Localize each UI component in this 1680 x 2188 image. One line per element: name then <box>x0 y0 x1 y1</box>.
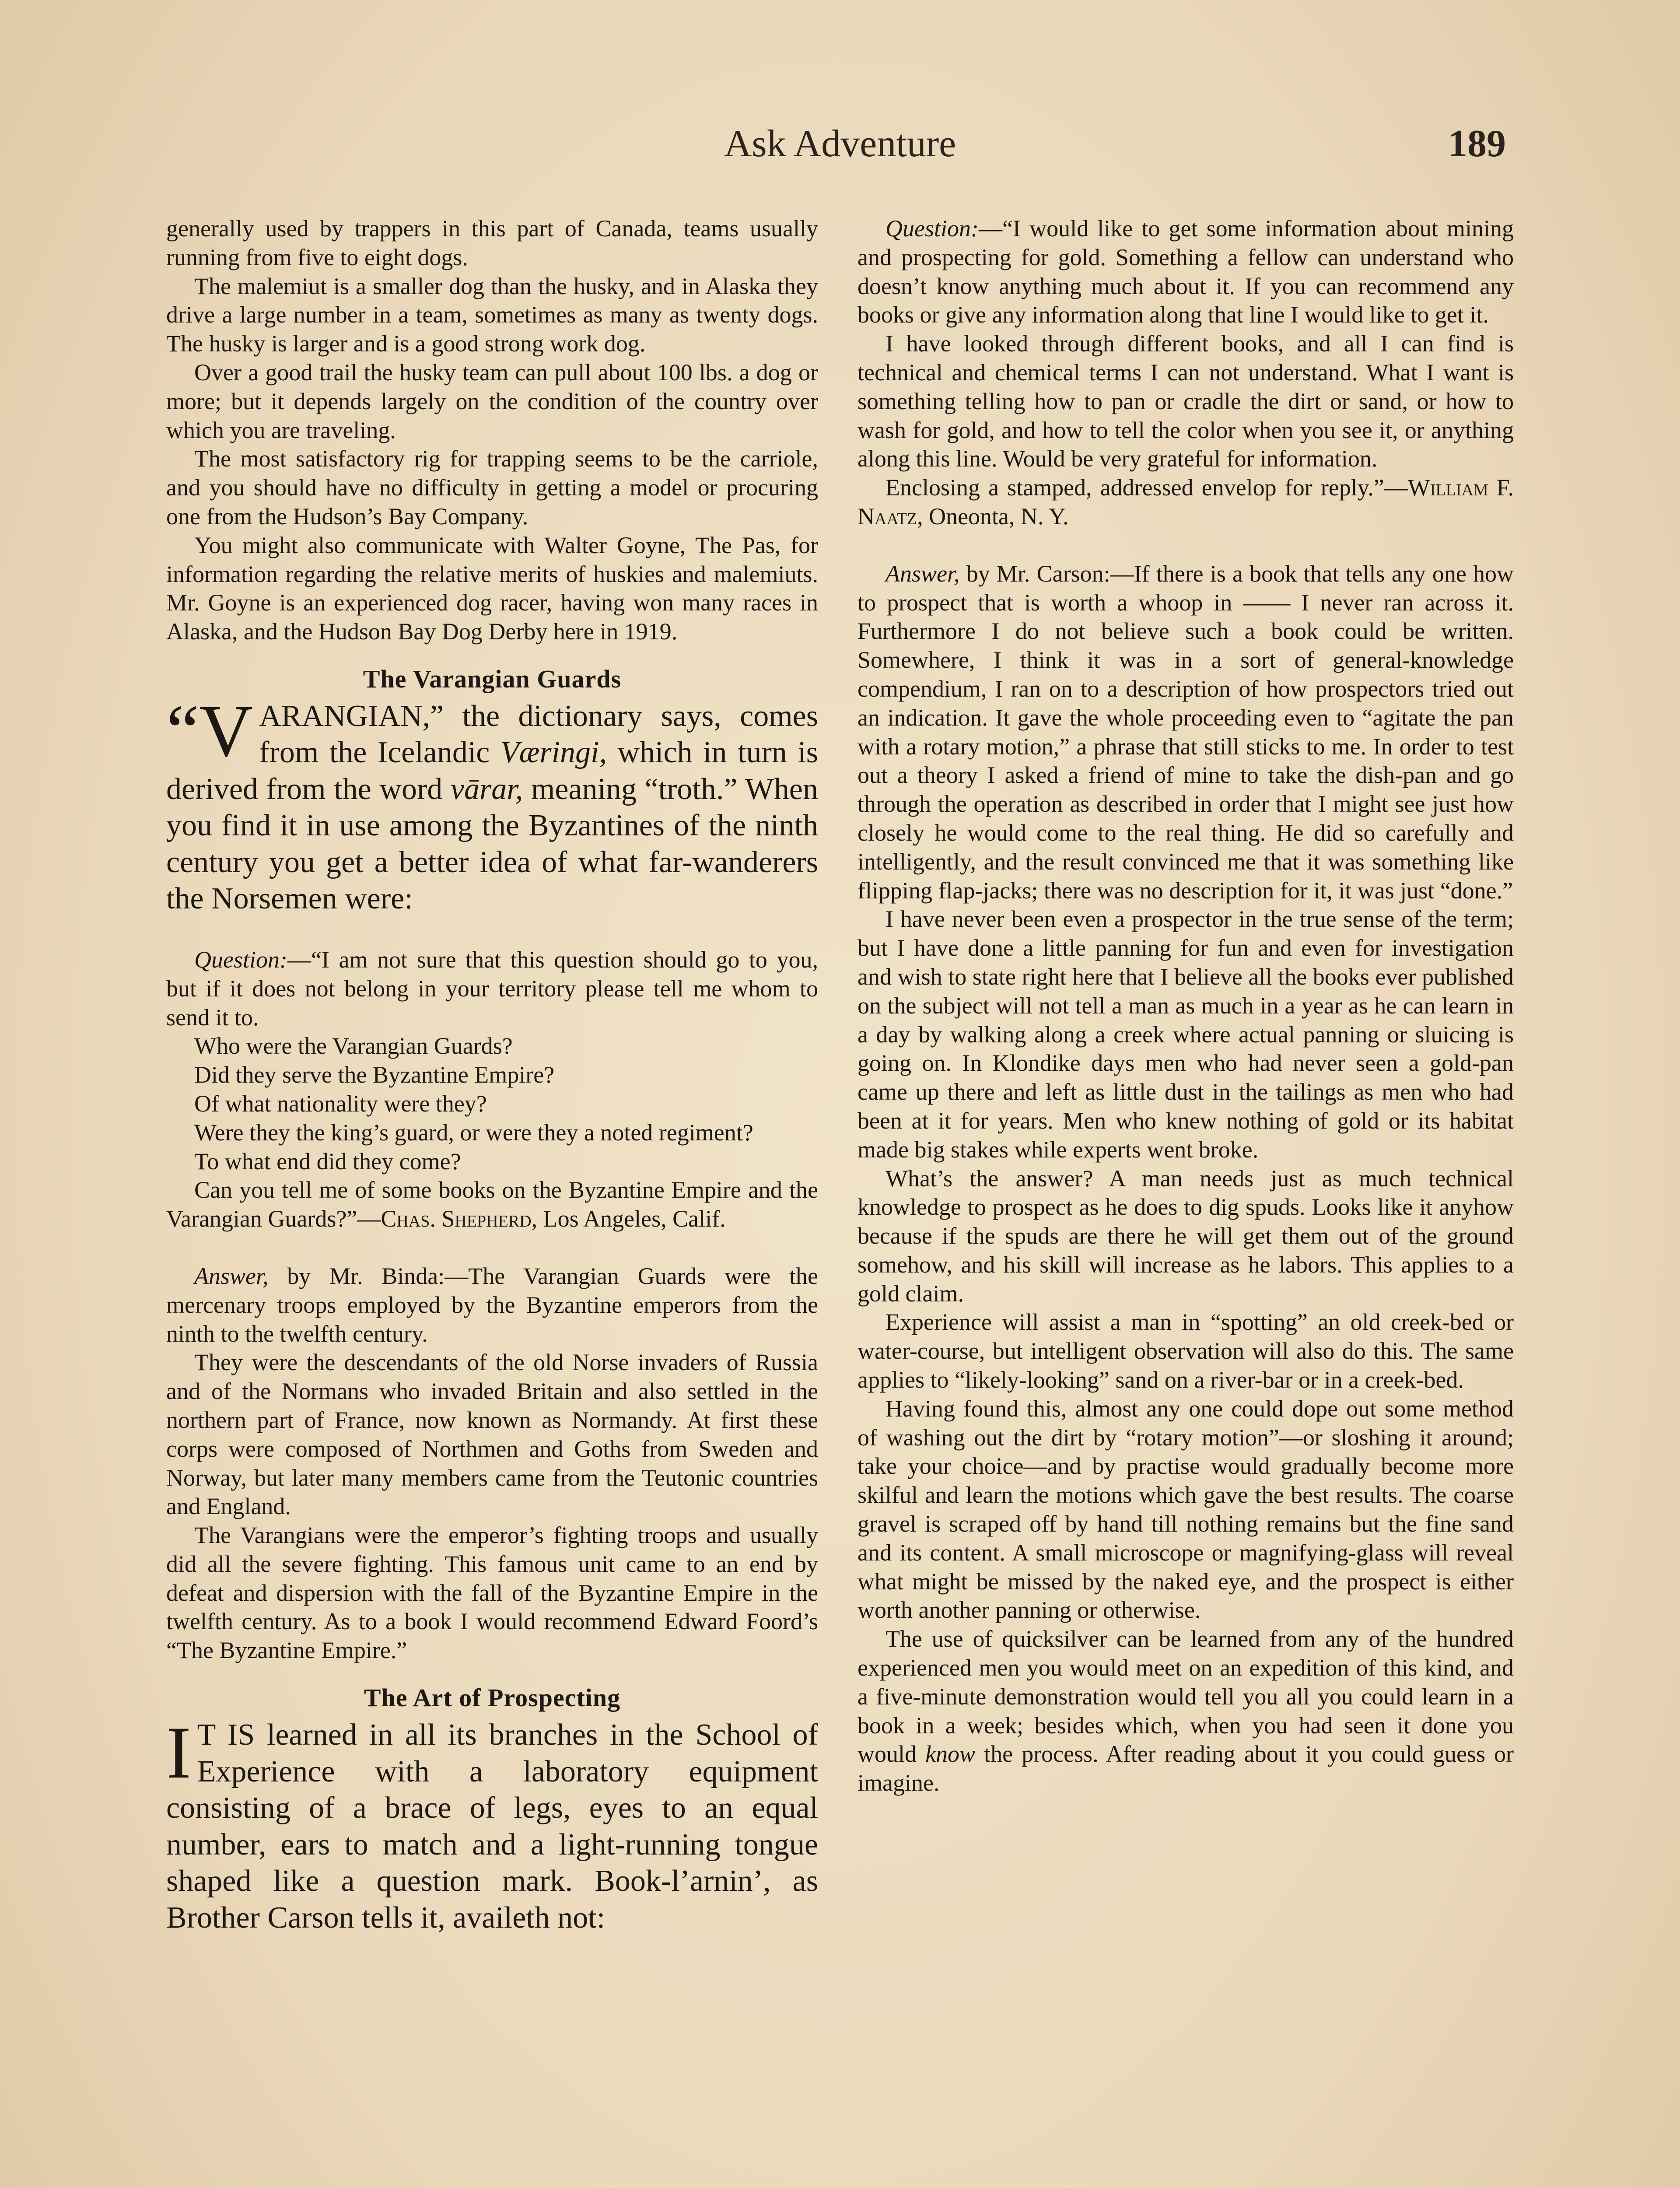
section-title-prospecting: The Art of Prospecting <box>364 1683 621 1712</box>
paragraph: They were the descendants of the old Norse invaders of Russia and of the Normans who invaded Britain and also settled in the northern part of France, now known as Normandy. At first these corps were composed of Northmen and Goths from Sweden and Norway, but later many members came from the Teutonic countries and England. <box>166 1349 818 1520</box>
prospecting-intro: I T IS learned in all its branches in the School of Experience with a laboratory equipment consisting of a brace of legs, eyes to an equal number, ears to match and a light-running tongue shaped like a question mark. Book-l’arnin’, as Brother Carson tells it, availeth not: <box>166 1711 818 1935</box>
question-line: Did they serve the Byzantine Empire? <box>194 1062 555 1088</box>
paragraph: I have never been even a prospector in the true sense of the term; but I have done a little panning for fun and even for investigation and wish to state right here that I believe all the books ever published on the subject will not tell a man as much in a year as he can learn in a day by walking along a creek where actual panning or sluicing is going on. In Klondike days men who had never seen a gold-pan came up there and left as little dust in the tailings as men who had been at it for years. Men who knew nothing of gold or its habitat made big stakes while experts went broke. <box>858 906 1514 1163</box>
question-varangian: Question:—“I am not sure that this question should go to you, but if it does not belong in your territory please tell me whom to send it to. <box>166 946 818 1031</box>
question-line: Were they the king’s guard, or were they a noted regiment? <box>194 1119 753 1146</box>
questioner-signature: William F. Naatz, <box>858 474 1514 529</box>
paragraph: Experience will assist a man in “spotting” an old creek-bed or water-course, but intelligent observation will also do this. The same applies to “likely-looking” sand on a river-bar or in a creek-bed. <box>858 1309 1514 1393</box>
word-varar: vārar, <box>450 772 523 806</box>
answer-label: Answer, <box>886 560 960 587</box>
question-label: Question: <box>194 946 287 973</box>
question-line: Of what nationality were they? <box>194 1090 487 1117</box>
paragraph: Over a good trail the husky team can pull about 100 lbs. a dog or more; but it depends largely on the condition of the country over which you are traveling. <box>166 359 818 443</box>
word-vaeringi: Væringi, <box>500 736 607 770</box>
section-title-varangian: The Varangian Guards <box>363 664 622 693</box>
paragraph: Having found this, almost any one could dope out some method of washing out the dirt by “rotary motion”—or sloshing it around; take your choice—and by practise would gradually become more skilful and learn the motions which gave the best results. The coarse gravel is scraped off by hand till nothing remains but the fine sand and its content. A small microscope or magnifying-glass will reveal what might be missed by the naked eye, and the prospect is either worth another panning or otherwise. <box>858 1395 1514 1623</box>
question-label: Question: <box>886 215 979 242</box>
running-header: Ask Adventure <box>724 123 956 165</box>
paragraph: I have looked through different books, and all I can find is technical and chemical terms I can not understand. What I want is something telling how to pan or cradle the dirt or sand, or how to wash for gold, and how to tell the color when you see it, or anything along this line. Would be very grateful for information. <box>858 330 1514 472</box>
paragraph: The most satisfactory rig for trapping seems to be the carriole, and you should have no difficulty in getting a model or procuring one from the Hudson’s Bay Company. <box>166 445 818 529</box>
paragraph: The use of quicksilver can be learned from any of the hundred experienced men you would meet on an expedition of this kind, and a five-minute demonstration would tell you all you could learn in a book in a week; besides which, when you had seen it done you would know the process. After reading about it you could guess or imagine. <box>858 1626 1514 1796</box>
paragraph: You might also communicate with Walter Goyne, The Pas, for information regarding the relative merits of huskies and malemiuts. Mr. Goyne is an experienced dog racer, having won many races in Alaska, and the Hudson Bay Dog Derby here in 1919. <box>166 532 818 645</box>
answer-label: Answer, <box>194 1262 269 1289</box>
drop-cap: I <box>166 1711 191 1794</box>
paragraph: The Varangians were the emperor’s fighting troops and usually did all the severe fighting. This famous unit came to an end by defeat and dispersion with the fall of the Byzantine Empire in the twelfth century. As to a book I would recommend Edward Foord’s “The Byzantine Empire.” <box>166 1522 818 1664</box>
paragraph: The malemiut is a smaller dog than the husky, and in Alaska they drive a large number in a team, sometimes as many as twenty dogs. The husky is larger and is a good strong work dog. <box>166 273 818 357</box>
question-line: Who were the Varangian Guards? <box>194 1033 513 1059</box>
questioner-signature: Chas. Shepherd, <box>381 1206 538 1232</box>
paragraph: What’s the answer? A man needs just as much technical knowledge to prospect as he does to dig spuds. Looks like it anyhow because if the spuds are there he will get them out of the ground somehow, and his skill will increase as he labors. This applies to a gold claim. <box>858 1165 1514 1307</box>
question-closing: Can you tell me of some books on the Byzantine Empire and the Varangian Guards?”—Chas. Shepherd, Los Angeles, Calif. <box>166 1177 818 1232</box>
varangian-intro: “V ARANGIAN,” the dictionary says, comes from the Icelandic Væringi, which in turn is derived from the word vārar, meaning “troth.” When you find it in use among the Byzantines of the ninth century you get a better idea of what far-wanderers the Norsemen were: <box>166 689 818 916</box>
emphasis-know: know <box>925 1741 976 1767</box>
answer-prospecting: Answer, by Mr. Carson:—If there is a book that tells any one how to prospect that is worth a whoop in —— I never ran across it. Furthermore I do not believe such a book could be written. Somewhere, I think it was in a sort of general-knowledge compendium, I ran on to a description of how prospectors tried out an indication. It gave the whole proceeding even to “agitate the pan with a rotary motion,” a phrase that still sticks to me. In order to test out a theory I asked a friend of mine to take the dish-pan and go through the operation as described in order that I might see just how closely he would come to the real thing. He did so carefully and intelligently, and the result convinced me that it was something like flipping flap-jacks; there was no description for it, it was just “done.” <box>858 560 1514 904</box>
answer-varangian: Answer, by Mr. Binda:—The Varangian Guards were the mercenary troops employed by the Byzantine emperors from the ninth to the twelfth century. <box>166 1262 818 1347</box>
question-prospecting: Question:—“I would like to get some information about mining and prospecting for gold. Something a fellow can understand who doesn’t know anything much about it. If you can recommend any books or give any information along that line I would like to get it. <box>858 215 1514 328</box>
paragraph: generally used by trappers in this part of Canada, teams usually running from five to eight dogs. <box>166 215 818 270</box>
question-closing: Enclosing a stamped, addressed envelop for reply.”—William F. Naatz, Oneonta, N. Y. <box>858 474 1514 529</box>
right-column <box>858 214 1514 1798</box>
question-line: To what end did they come? <box>194 1148 461 1175</box>
drop-cap: “V <box>166 689 253 772</box>
left-column <box>166 214 818 1936</box>
page-number: 189 <box>1448 123 1506 165</box>
